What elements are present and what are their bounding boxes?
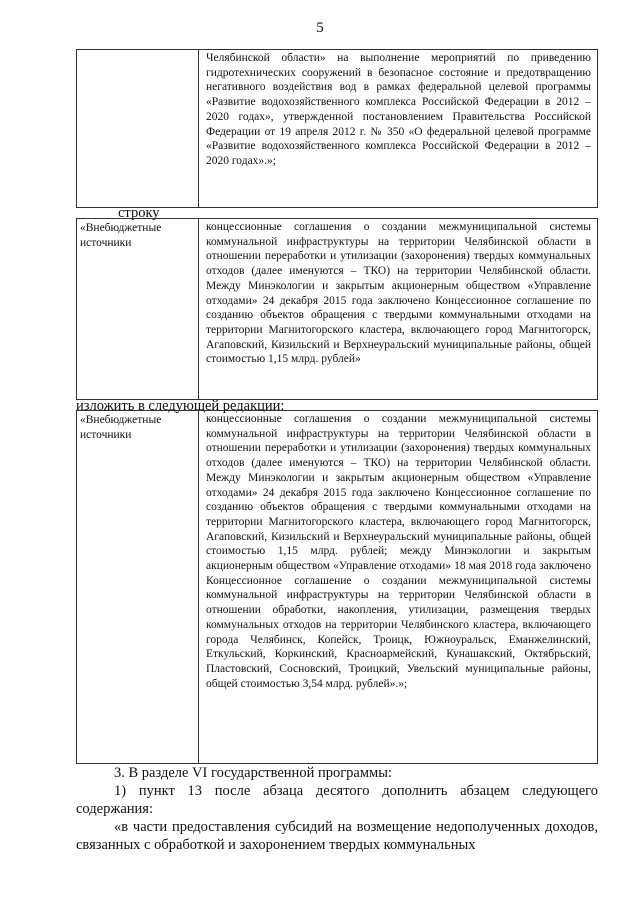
page-number: 5 (316, 20, 324, 36)
cell-label-text (77, 50, 198, 54)
label-stroku: строку (118, 205, 160, 221)
table-cell-label (77, 50, 199, 207)
paragraph-quote: «в части предоставления субсидий на возмещение недополученных доходов, связанных с обработкой и захоронением твердых коммунальных (76, 819, 598, 853)
table-cell-text: концессионные соглашения о создании межмуниципальной системы коммунальной инфраструктуры на территории Челябинской области в отношении переработки и утилизации (захоронения) твердых коммунальных отходов (далее именуются – ТКО) на территории Челябинской области. Между Минэкологии и закрытым акционерным обществом «Управление отходами» 24 декабря 2015 года заключено Концессионное соглашение по созданию объектов обращения с твердыми коммунальными отходами на территории Магнитогорского кластера, включающего город Магнитогорск, Агаповский, Кизильский и Верхнеуральский муниципальные районы, общей стоимостью 1,15 млрд. рублей; между Минэкологии и закрытым акционерным обществом «Управление отходами» 18 мая 2018 года заключено Концессионное соглашение о создании межмуниципальной системы коммунальной инфраструктуры на территории Челябинской области в отношении обработки, накопления, утилизации, размещения твердых коммунальных отходов на территории Челябинского кластера, включающего города Челябинск, Копейск, Троицк, Южноуральск, Еманжелинский, Еткульский, Коркинский, Красноармейский, Кунашакский, Октябрьский, Пластовский, Сосновский, Троицкий, Увельский муниципальные районы, общей стоимостью 3,54 млрд. рублей».»; (206, 413, 591, 690)
table-block-3 (76, 410, 598, 764)
table-cell-text: концессионные соглашения о создании межмуниципальной системы коммунальной инфраструктуры на территории Челябинской области в отношении переработки и утилизации (захоронения) твердых коммунальных отходов (далее именуются – ТКО) на территории Челябинской области. Между Минэкологии и закрытым акционерным обществом «Управление отходами» 24 декабря 2015 года заключено Концессионное соглашение по созданию объектов обращения с твердыми коммунальными отходами на территории Магнитогорского кластера, включающего город Магнитогорск, Агаповский, Кизильский и Верхнеуральский муниципальные районы, общей стоимостью 1,15 млрд. рублей» (206, 221, 591, 366)
table-cell-label (77, 219, 199, 399)
paragraph-item: 1) пункт 13 после абзаца десятого дополнить абзацем следующего содержания: (76, 783, 598, 817)
table-cell-label (77, 411, 199, 763)
table-block-1 (76, 49, 598, 208)
table-block-2 (76, 218, 598, 400)
cell-label-text: «Внебюджетные источники (80, 414, 162, 442)
label-new-edition: изложить в следующей редакции: (76, 398, 285, 414)
paragraph-section: 3. В разделе VI государственной программы: (114, 765, 392, 781)
cell-label-text: «Внебюджетные источники (80, 222, 162, 250)
table-cell-text: Челябинской области» на выполнение мероприятий по приведению гидротехнических сооружений в безопасное состояние и предотвращению негативного воздействия вод в рамках федеральной целевой программы «Развитие водохозяйственного комплекса Российской Федерации в 2012 – 2020 годах», утвержденной постановлением Правительства Российской Федерации от 19 апреля 2012 г. № 350 «О федеральной целевой программе «Развитие водохозяйственного комплекса Российской Федерации в 2012 – 2020 годах».»; (206, 52, 591, 167)
body-text (76, 764, 598, 854)
